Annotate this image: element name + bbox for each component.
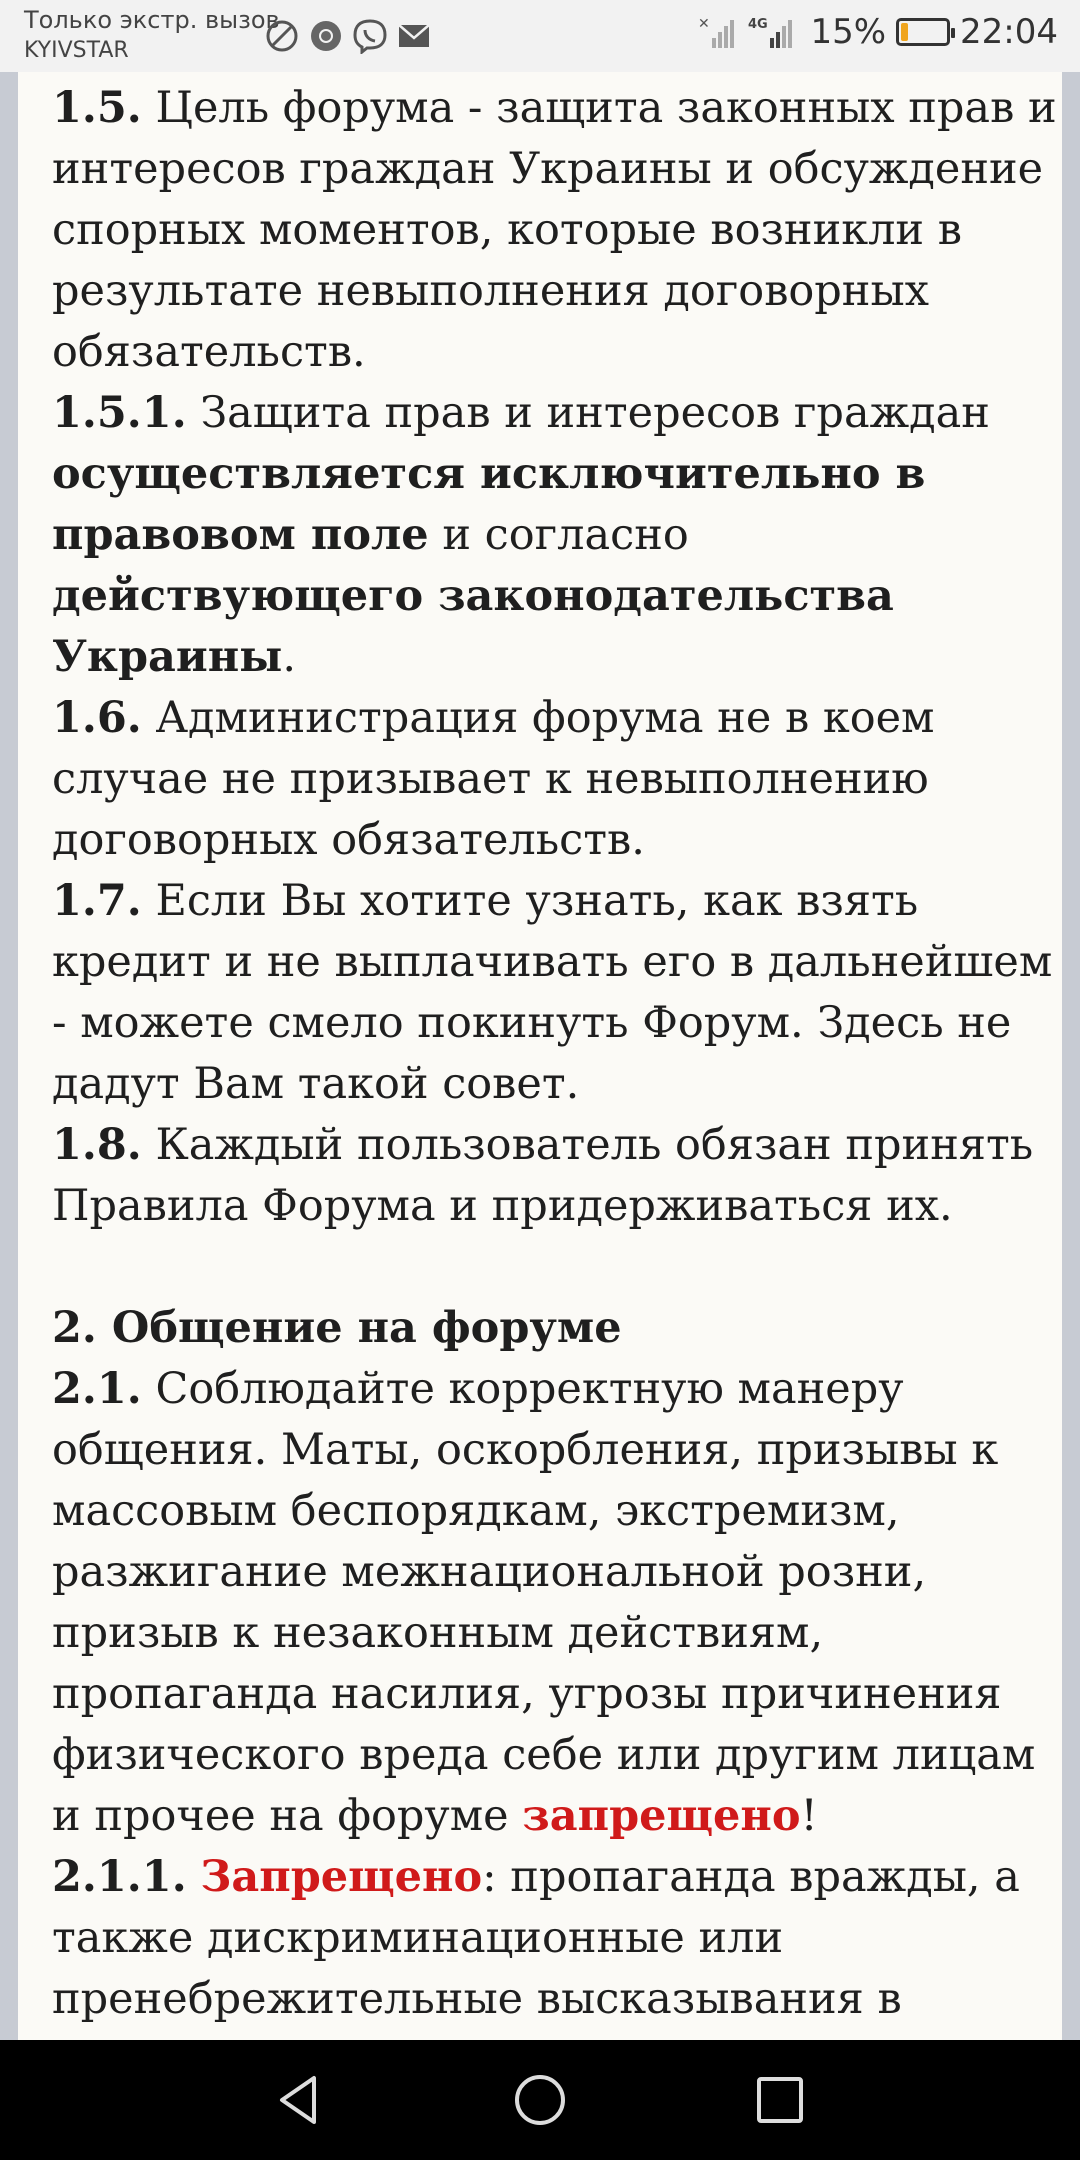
- page-gutter-left: [0, 72, 18, 2040]
- blocked-icon: [264, 18, 300, 54]
- clock: 22:04: [960, 12, 1058, 52]
- svg-text:✕: ✕: [698, 16, 711, 32]
- no-signal-icon: [698, 14, 738, 50]
- rule-text: !: [800, 1791, 818, 1841]
- recent-apps-icon[interactable]: [750, 2070, 810, 2130]
- article-content[interactable]: [18, 72, 1062, 2040]
- navigation-bar: [0, 2040, 1080, 2160]
- page-gutter-right: [1062, 72, 1080, 2040]
- battery-percent: 15%: [810, 12, 887, 52]
- battery-icon: [896, 18, 950, 46]
- rule-bold-text: действующего законодательства Украины: [52, 571, 894, 682]
- rule-text: .: [282, 632, 297, 682]
- rule-1-5-1: [52, 383, 1057, 688]
- mail-icon: [396, 18, 432, 54]
- network-type: 4G: [748, 17, 769, 32]
- rule-2-1: [52, 1359, 1057, 1847]
- carrier-status-text: Только экстр. вызов: [24, 6, 280, 34]
- back-icon[interactable]: [270, 2070, 330, 2130]
- rule-1-7: [52, 871, 1057, 1115]
- carrier-name: KYIVSTAR: [24, 38, 129, 63]
- forbidden-highlight: Запрещено: [200, 1852, 483, 1902]
- rules-text: [52, 78, 1057, 2030]
- rule-number: 1.8.: [52, 1120, 142, 1170]
- rule-number: 2.1.: [52, 1364, 142, 1414]
- paragraph-spacer: [52, 1237, 1057, 1298]
- rule-1-6: [52, 688, 1057, 871]
- rule-number: 1.6.: [52, 693, 142, 743]
- rule-text: Соблюдайте корректную манеру общения. Маты, оскорбления, призывы к массовым беспорядкам, экстремизм, разжигание межнациональной розни, призыв к незаконным действиям, пропаганда насилия, угрозы причинения физического вреда себе или другим лицам и прочее на форуме: [52, 1364, 1036, 1841]
- rule-number: 1.7.: [52, 876, 142, 926]
- rule-number: 2.1.1.: [52, 1852, 187, 1902]
- rule-number: 1.5.: [52, 83, 142, 133]
- rule-text: Цель форума - защита законных прав и интересов граждан Украины и обсуждение спорных моментов, которые возникли в результате невыполнения договорных обязательств.: [52, 83, 1057, 377]
- home-icon[interactable]: [510, 2070, 570, 2130]
- rule-2-1-1: [52, 1847, 1057, 2030]
- rule-bold-text: осуществляется исключительно в правовом поле: [52, 449, 926, 560]
- rule-text: Защита прав и интересов граждан: [186, 388, 990, 438]
- rule-text: : пропаганда вражды, а также дискриминационные или пренебрежительные высказывания в: [52, 1852, 1020, 2024]
- status-bar: [0, 0, 1080, 72]
- notification-icons: [264, 18, 432, 54]
- viber-icon: [352, 18, 388, 54]
- system-status: [698, 12, 1058, 52]
- rule-text: и согласно: [428, 510, 689, 560]
- rule-text: Администрация форума не в коем случае не призывает к невыполнению договорных обязательств.: [52, 693, 935, 865]
- rule-text: Если Вы хотите узнать, как взять кредит и не выплачивать его в дальнейшем - можете смело покинуть Форум. Здесь не дадут Вам такой совет.: [52, 876, 1053, 1109]
- rule-1-8: [52, 1115, 1057, 1237]
- rule-1-5: [52, 78, 1057, 383]
- battery-level: [901, 23, 908, 41]
- rule-number: 1.5.1.: [52, 388, 187, 438]
- signal-icon: [748, 14, 800, 50]
- rule-text: Каждый пользователь обязан принять Правила Форума и придерживаться их.: [52, 1120, 1034, 1231]
- section-heading: 2. Общение на форуме: [52, 1303, 622, 1353]
- forbidden-highlight: запрещено: [522, 1791, 801, 1841]
- chrome-icon: [308, 18, 344, 54]
